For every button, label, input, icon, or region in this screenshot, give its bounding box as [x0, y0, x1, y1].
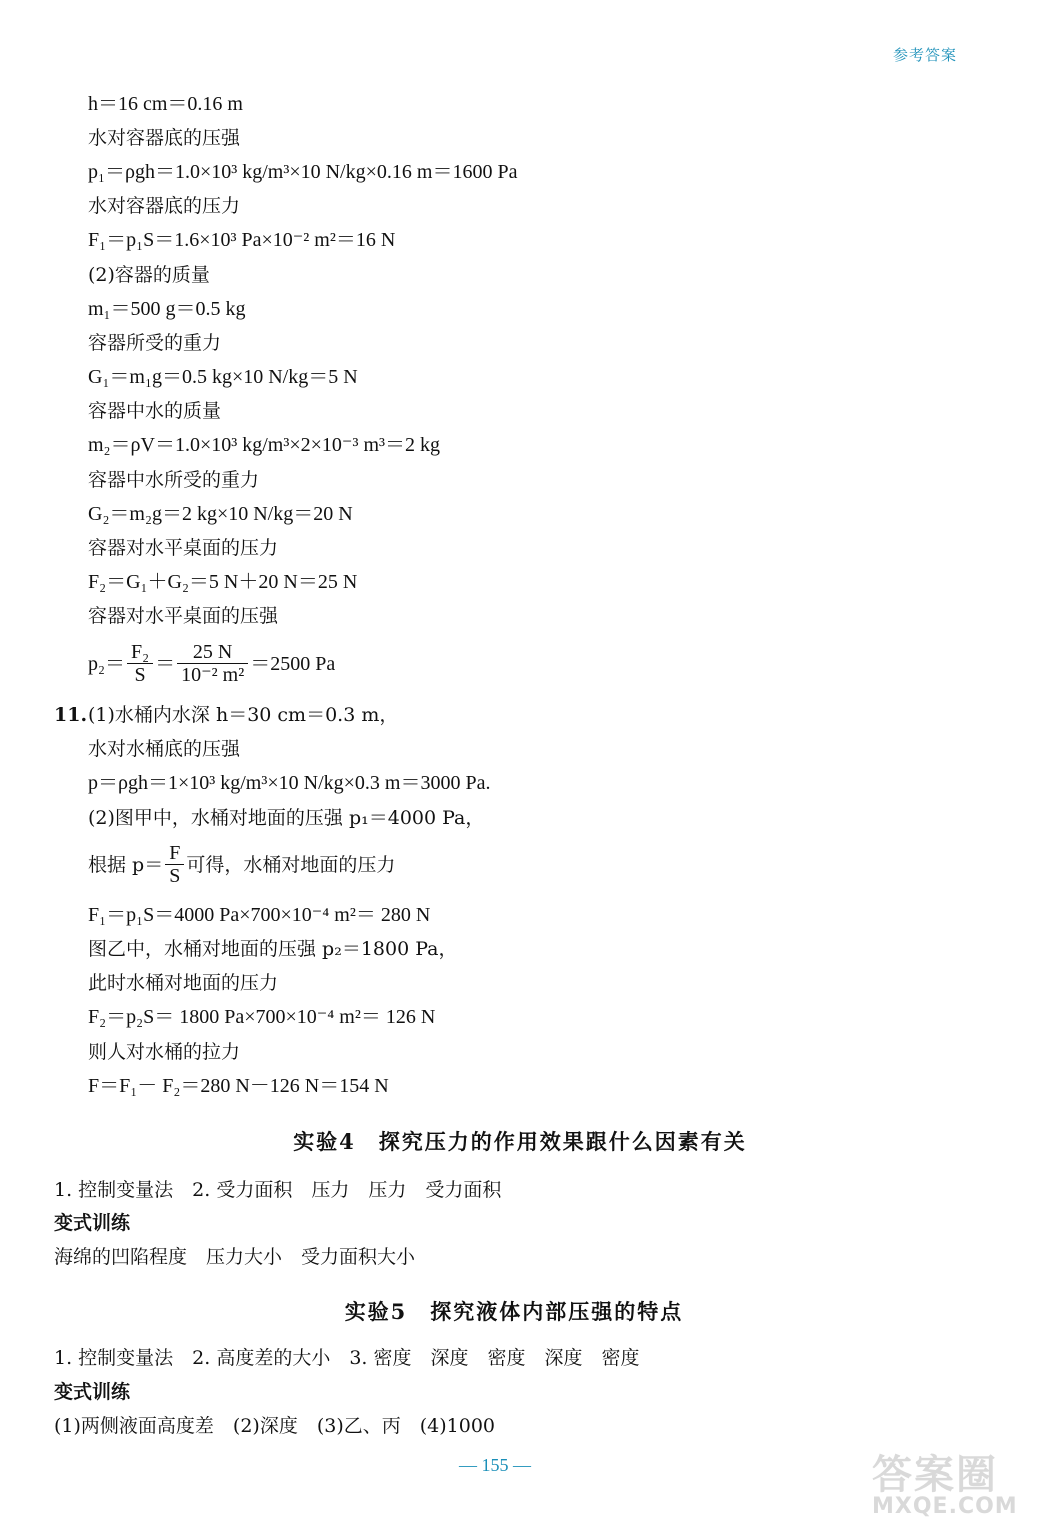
fraction-denominator: 10⁻² m²: [181, 664, 245, 686]
answer-line: (2)容器的质量: [88, 264, 210, 286]
fraction-force-over-area: [165, 842, 184, 887]
answer-line: m₂＝ρV＝1.0×10³ kg/m³×2×10⁻³ m³＝2 kg: [88, 434, 441, 456]
header-section-tag: 参考答案: [893, 46, 958, 64]
answer-line: (2)图甲中，水桶对地面的压强 p₁＝4000 Pa，: [88, 807, 485, 829]
fraction-numerator: 25 N: [177, 641, 248, 664]
answer-line: 容器中水的质量: [88, 400, 222, 422]
answer-line: F₁＝p₁S＝1.6×10³ Pa×10⁻² m²＝16 N: [88, 229, 396, 251]
answer-line: 容器所受的重力: [88, 332, 222, 354]
answer-line: G₁＝m₁g＝0.5 kg×10 N/kg＝5 N: [88, 366, 358, 388]
answer-line: G₂＝m₂g＝2 kg×10 N/kg＝20 N: [88, 503, 353, 525]
variant-training-answer: (1)两侧液面高度差 (2)深度 (3)乙、丙 (4)1000: [54, 1415, 496, 1437]
formula-suffix: 可得，水桶对地面的压力: [186, 853, 396, 876]
fraction-numerator: F: [165, 842, 184, 865]
answer-line: 水对容器底的压强: [88, 127, 241, 149]
answer-line: F＝F₁－ F₂＝280 N－126 N＝154 N: [88, 1075, 389, 1097]
question-number: 11.: [54, 704, 88, 726]
variant-training-answer: 海绵的凹陷程度 压力大小 受力面积大小: [54, 1246, 416, 1268]
variant-training-label: 变式训练: [54, 1212, 131, 1234]
watermark-text-en: MXQE.COM: [872, 1494, 1018, 1519]
answer-line: 此时水桶对地面的压力: [88, 972, 279, 994]
answer-line: p₁＝ρgh＝1.0×10³ kg/m³×10 N/kg×0.16 m＝1600 Pa: [88, 161, 518, 183]
answer-line: F₁＝p₁S＝4000 Pa×700×10⁻⁴ m²＝ 280 N: [88, 904, 431, 926]
formula-result: ＝2500 Pa: [250, 652, 336, 675]
fraction-force-over-area: [127, 641, 153, 686]
formula-prefix: 根据 p＝: [88, 853, 164, 876]
fraction-denominator: S: [169, 865, 181, 887]
answer-line: 水对容器底的压力: [88, 195, 241, 217]
formula-lhs: p₂＝: [88, 652, 125, 675]
answer-line: 图乙中，水桶对地面的压强 p₂＝1800 Pa，: [88, 938, 458, 960]
watermark-logo: [872, 1443, 1018, 1519]
experiment-5-answers: 1. 控制变量法 2. 高度差的大小 3. 密度 深度 密度 深度 密度: [54, 1347, 640, 1369]
formula-reference-line: [88, 842, 395, 887]
fraction-values: [177, 641, 248, 686]
watermark-text-cn: 答案圈: [872, 1452, 998, 1498]
answer-line: F₂＝G₁＋G₂＝5 N＋20 N＝25 N: [88, 571, 358, 593]
formula-equals: ＝: [155, 652, 176, 675]
pressure-fraction-line: [88, 641, 335, 686]
answer-line: h＝16 cm＝0.16 m: [88, 93, 243, 115]
answer-line: 水对水桶底的压强: [88, 738, 241, 760]
answer-line: 容器中水所受的重力: [88, 469, 260, 491]
experiment-4-title: 实验4 探究压力的作用效果跟什么因素有关: [293, 1129, 747, 1154]
answer-line: (1)水桶内水深 h＝30 cm＝0.3 m，: [88, 704, 399, 726]
page-number: — 155 —: [459, 1455, 531, 1475]
answer-line: 容器对水平桌面的压强: [88, 605, 279, 627]
answer-line: m₁＝500 g＝0.5 kg: [88, 298, 246, 320]
fraction-denominator: S: [134, 664, 146, 686]
answer-line: 容器对水平桌面的压力: [88, 537, 279, 559]
answer-line: F₂＝p₂S＝ 1800 Pa×700×10⁻⁴ m²＝ 126 N: [88, 1006, 436, 1028]
experiment-4-answers: 1. 控制变量法 2. 受力面积 压力 压力 受力面积: [54, 1179, 502, 1201]
answer-line: p＝ρgh＝1×10³ kg/m³×10 N/kg×0.3 m＝3000 Pa.: [88, 772, 491, 794]
variant-training-label: 变式训练: [54, 1381, 131, 1403]
answer-line: 则人对水桶的拉力: [88, 1041, 241, 1063]
experiment-5-title: 实验5 探究液体内部压强的特点: [344, 1299, 684, 1324]
fraction-numerator: F₂: [127, 641, 153, 664]
